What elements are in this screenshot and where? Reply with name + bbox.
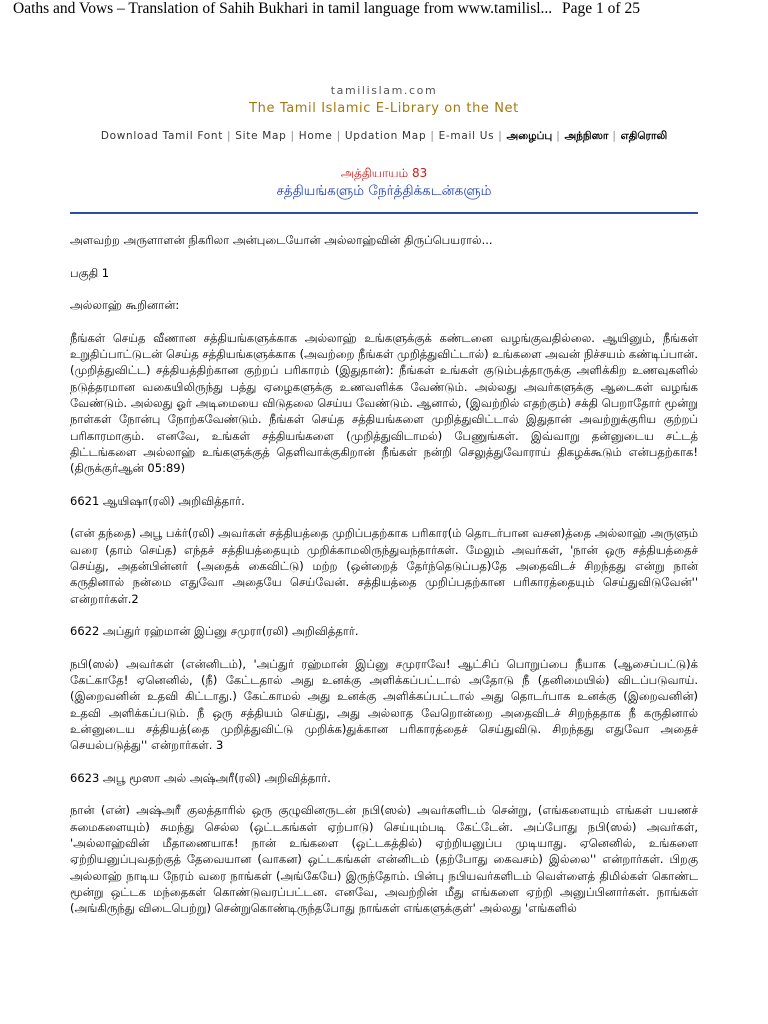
site-tagline: The Tamil Islamic E-Library on the Net (249, 101, 519, 116)
title-divider (70, 212, 698, 214)
hadith-text-6623: நான் (என்) அஷ்அரீ குலத்தாரில் ஒரு குழுவினருடன் நபி(ஸல்) அவர்களிடம் சென்று, (எங்களையும் எங்கள் பயணச் சுமைகளையும்) சுமந்து செல்ல (ஒட்டகங்கள் ஏற்பாடு) செய்யும்படி கேட்டேன். அப்போது நபி(ஸல்) அவர்கள், 'அல்லாஹ்வின் மீதாணையாக! நான் உங்களை (ஒட்டகத்தில்) ஏற்றியனுப்ப முடியாது. ஏனெனில், உங்களை ஏற்றியனுப்புவதற்குத் தேவையான (வாகன) ஒட்டகங்கள் என்னிடம் (தற்போது கைவசம்) இல்லை'' என்றார்கள். பிறகு அல்லாஹ் நாடிய நேரம் வரை நாங்கள் (அங்கேயே) இருந்தோம். பின்பு நபியவர்களிடம் வெள்ளைத் திமில்கள் கொண்ட மூன்று ஒட்டக மந்தைகள் கொண்டுவரப்பட்டன. எனவே, அவற்றின் மீது எங்களை ஏற்றி அனுப்பினார்கள். நாங்கள் (அங்கிருந்து விடைபெற்று) சென்றுகொண்டிருந்தபோது நாங்கள் எங்களுக்குள்' அல்லது 'எங்களில் (70, 803, 698, 916)
article-body (70, 232, 698, 1024)
nav-site-map-link[interactable]: Site Map (235, 130, 287, 142)
nav-separator: | (556, 130, 561, 142)
nav-download-font-link[interactable]: Download Tamil Font (100, 130, 224, 142)
nav-separator: | (612, 130, 617, 142)
nav-email-link[interactable]: E-mail Us (438, 130, 495, 142)
nav-ethiroli-link[interactable]: எதிரொலி (620, 130, 668, 142)
hadith-narrator-6621: 6621 ஆயிஷா(ரலி) அறிவித்தார். (70, 493, 245, 508)
quran-verse-paragraph: நீங்கள் செய்த வீணான சத்தியங்களுக்காக அல்லாஹ் உங்களுக்குக் கண்டனை வழங்குவதில்லை. ஆயினும், நீங்கள் உறுதிப்பாட்டுடன் செய்த சத்தியங்களுக்காக (அவற்றை நீங்கள் முறித்துவிட்டால்) உங்களை அவன் நிச்சயம் கண்டிப்பான். (முறித்துவிட்ட) சத்தியத்திற்கான குற்றப் பரிகாரம் (இதுதான்): நீங்கள் உங்கள் குடும்பத்தாருக்கு அளிக்கிற உணவுகளில் நடுத்தரமான வகையிலிருந்து பத்து ஏழைகளுக்கு உணவளிக்க வேண்டும். அல்லது அவர்களுக்கு ஆடைகள் வழங்க வேண்டும். அல்லது ஓர் அடிமையை விடுதலை செய்ய வேண்டும். ஆனால், (இவற்றில் எதற்கும்) சக்தி பெறாதோர் மூன்று நாள்கள் நோன்பு நோற்கவேண்டும். நீங்கள் செய்த சத்தியங்களை முறித்துவிட்டால் இதுதான் அவற்றுக்குரிய குற்றப் பரிகாரமாகும். எனவே, உங்கள் சத்தியங்களை (முறித்துவிடாமல்) பேணுங்கள். இவ்வாறு தன்னுடைய சட்டத் திட்டங்களை அல்லாஹ் உங்களுக்குத் தெளிவாக்குகிறான் நீங்கள் நன்றி செலுத்துவோராய் திகழக்கூடும் என்பதற்காக! (திருக்குர்ஆன் 05:89) (70, 330, 698, 476)
nav-separator: | (430, 130, 435, 142)
nav-updation-map-link[interactable]: Updation Map (344, 130, 427, 142)
quote-intro: அல்லாஹ் கூறினான்: (70, 298, 180, 313)
nav-separator: | (290, 130, 295, 142)
nav-separator: | (336, 130, 341, 142)
hadith-narrator-6622: 6622 அப்துர் ரஹ்மான் இப்னு சமுரா(ரலி) அறிவித்தார். (70, 624, 359, 639)
page-number: Page 1 of 25 (562, 0, 640, 17)
hadith-text-6622: நபி(ஸல்) அவர்கள் (என்னிடம்), 'அப்துர் ரஹ்மான் இப்னு சமுராவே! ஆட்சிப் பொறுப்பை நீயாக (ஆசைப்பட்டு)க் கேட்காதே! ஏனெனில், (நீ) கேட்டதால் அது உனக்கு அளிக்கப்பட்டால் அதோடு நீ (தனிமையில்) விடப்படுவாய். (இறைவனின் உதவி கிட்டாது.) கேட்காமல் அது உனக்கு அளிக்கப்பட்டால் அது தொடர்பாக உனக்கு (இறைவனின்) உதவி அளிக்கப்படும். நீ ஒரு சத்தியம் செய்து, அது அல்லாத வேறொன்றை அதைவிடச் சிறந்ததாக நீ கருதினால் உன்னுடைய சத்தியத்(தை முறித்துவிட்டு முறிக்க)துக்கான பரிகாரத்தைச் செய்துவிடு. சிறந்தது எதுவோ அதைச் செயல்படுத்து'' என்றார்கள். 3 (70, 656, 698, 753)
nav-azhaippu-link[interactable]: அழைப்பு (506, 130, 553, 142)
nav-bar (0, 130, 768, 143)
nav-home-link[interactable]: Home (298, 130, 333, 142)
nav-separator: | (498, 130, 503, 142)
document-title: Oaths and Vows – Translation of Sahih Bukhari in tamil language from www.tamilisl... (13, 0, 553, 17)
section-heading: பகுதி 1 (70, 265, 110, 280)
page-header (13, 0, 758, 22)
chapter-number: அத்தியாயம் 83 (340, 166, 428, 180)
nav-annisa-link[interactable]: அந்நிஸா (564, 130, 609, 142)
site-name[interactable]: tamilislam.com (330, 84, 438, 97)
bismillah-line: அளவற்ற அருளாளன் நிகரிலா அன்புடையோன் அல்லாஹ்வின் திருப்பெயரால்... (70, 233, 493, 247)
chapter-title: சத்தியங்களும் நேர்த்திக்கடன்களும் (276, 183, 492, 199)
hadith-narrator-6623: 6623 அபூ மூஸா அல் அஷ்அரீ(ரலி) அறிவித்தார். (70, 770, 331, 785)
nav-separator: | (227, 130, 232, 142)
hadith-text-6621: (என் தந்தை) அபூ பக்ர்(ரலி) அவர்கள் சத்தியத்தை முறிப்பதற்காக பரிகார(ம் தொடர்பான வசன)த்தை அல்லாஹ் அருளும் வரை (தாம் செய்த) எந்தச் சத்தியத்தையும் முறிக்காமலிருந்துவந்தார்கள். மேலும் அவர்கள், 'நான் ஒரு சத்தியத்தைச் செய்து, அதன்பின்னர் (அதைக் கைவிட்டு) மற்ற (ஒன்றைத் தேர்ந்தெடுப்பத)தே அதைவிடச் சிறந்தது என்று நான் கருதினால் நன்மை எதுவோ அதையே செய்வேன். சத்தியத்தை முறிப்பதற்கான பரிகாரத்தையும் செய்துவிடுவேன்'' என்றார்கள்.2 (70, 526, 698, 606)
